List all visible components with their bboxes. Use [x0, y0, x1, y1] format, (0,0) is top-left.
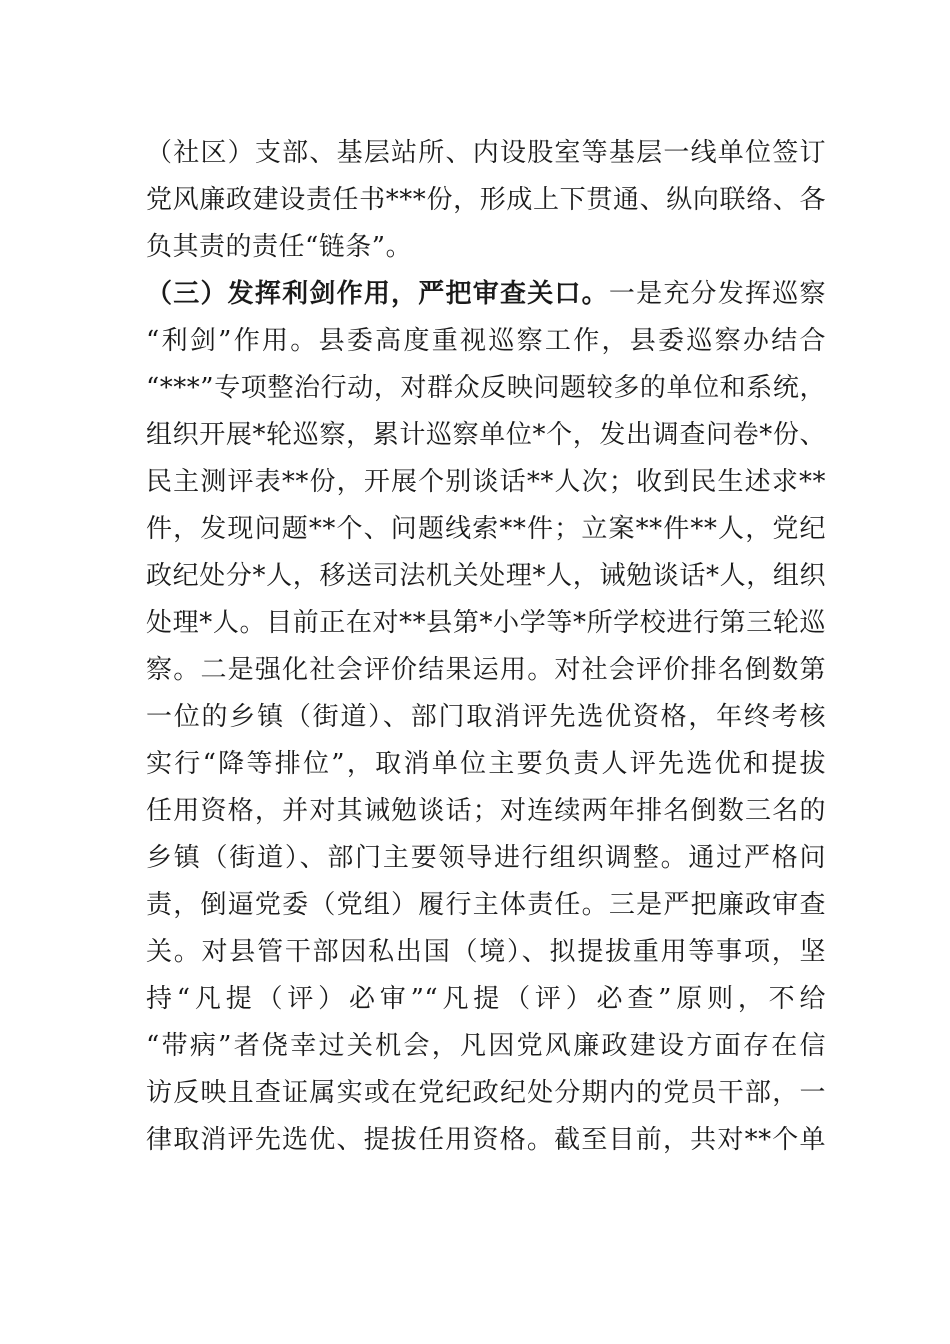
text-line: 访反映且查证属实或在党纪政纪处分期内的党员干部，一 [146, 1078, 826, 1108]
text-line: 负其责的责任“链条”。 [146, 232, 413, 262]
text-line: 党风廉政建设责任书***份，形成上下贯通、纵向联络、各 [146, 185, 826, 215]
text-line: 政纪处分*人，移送司法机关处理*人，诫勉谈话*人，组织 [146, 561, 826, 591]
text-line: 关。对县管干部因私出国（境）、拟提拔重用等事项，坚 [146, 937, 826, 967]
text-line: “利剑”作用。县委高度重视巡察工作，县委巡察办结合 [146, 326, 826, 356]
text-line: 组织开展*轮巡察，累计巡察单位*个，发出调查问卷*份、 [146, 420, 826, 450]
text-line: 任用资格，并对其诫勉谈话；对连续两年排名倒数三名的 [146, 796, 826, 826]
text-run: 一是充分发挥巡察 [608, 279, 826, 309]
text-line: 律取消评先选优、提拔任用资格。截至目前，共对**个单 [146, 1125, 826, 1155]
section-heading-line [146, 270, 826, 318]
text-line: 处理*人。目前正在对**县第*小学等*所学校进行第三轮巡 [146, 608, 826, 638]
text-line: 件，发现问题**个、问题线索**件；立案**件**人，党纪 [146, 514, 826, 544]
text-line: 责，倒逼党委（党组）履行主体责任。三是严把廉政审查 [146, 890, 826, 920]
text-line: “***”专项整治行动，对群众反映问题较多的单位和系统， [146, 373, 826, 403]
text-line: 持“凡提（评）必审”“凡提（评）必查”原则，不给 [146, 984, 826, 1014]
section-heading: （三）发挥利剑作用，严把审查关口。 [146, 279, 609, 309]
text-line: “带病”者侥幸过关机会，凡因党风廉政建设方面存在信 [146, 1031, 826, 1061]
text-line: 察。二是强化社会评价结果运用。对社会评价排名倒数第 [146, 655, 826, 685]
text-line: 一位的乡镇（街道）、部门取消评先选优资格，年终考核 [146, 702, 826, 732]
text-line: 民主测评表**份，开展个别谈话**人次；收到民生述求** [146, 467, 826, 497]
text-line: 乡镇（街道）、部门主要领导进行组织调整。通过严格问 [146, 843, 826, 873]
text-line: （社区）支部、基层站所、内设股室等基层一线单位签订 [146, 138, 826, 168]
text-line: 实行“降等排位”，取消单位主要负责人评先选优和提拔 [146, 749, 826, 779]
